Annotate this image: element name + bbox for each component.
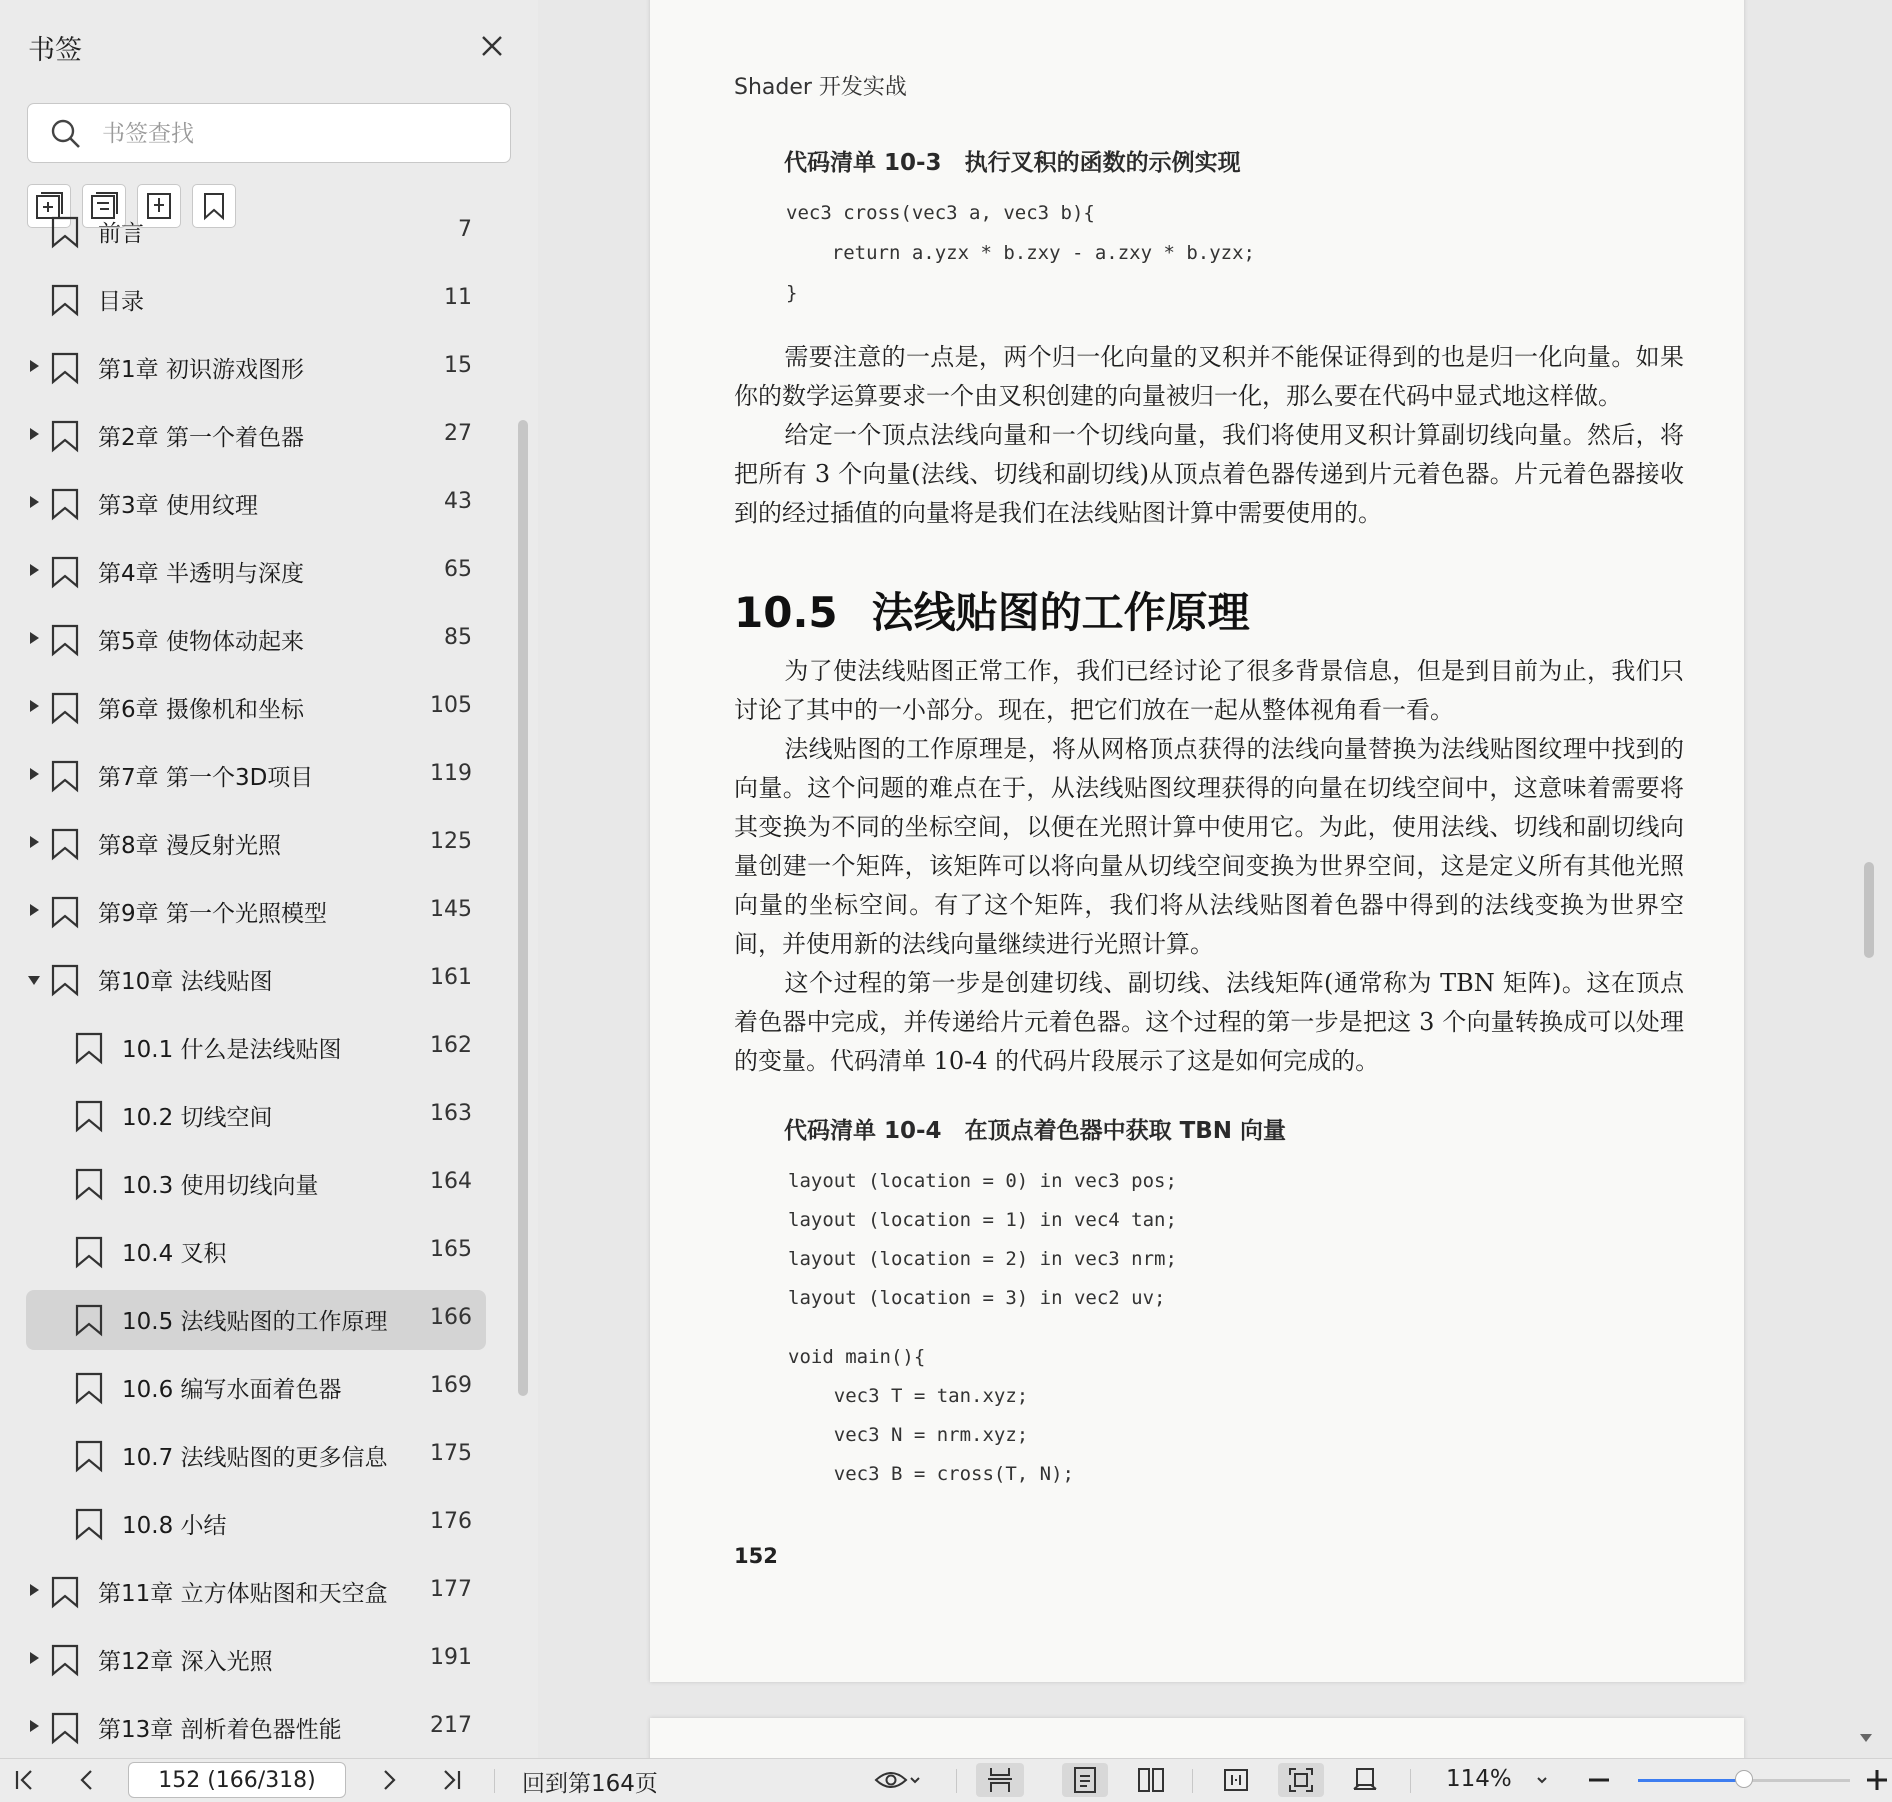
paragraph-text: 为了使法线贴图正常工作，我们已经讨论了很多背景信息，但是到目前为止，我们只讨论了其中的一小部分。现在，把它们放在一起从整体视角看一看。 bbox=[734, 657, 1684, 724]
bookmark-item[interactable] bbox=[26, 338, 486, 398]
bookmark-icon bbox=[74, 1372, 104, 1404]
bookmark-page-number: 119 bbox=[430, 761, 472, 786]
bookmark-page-number: 161 bbox=[430, 965, 472, 990]
chevron-right-icon bbox=[378, 1768, 400, 1792]
zoom-out-button[interactable] bbox=[1584, 1763, 1614, 1797]
expand-arrow-icon[interactable] bbox=[30, 768, 39, 780]
bookmark-icon bbox=[50, 1644, 80, 1676]
bookmark-item[interactable] bbox=[26, 474, 486, 534]
view-mode-dropdown[interactable] bbox=[866, 1763, 930, 1797]
previous-page-button[interactable] bbox=[72, 1763, 102, 1797]
separator bbox=[494, 1769, 495, 1793]
document-viewer bbox=[538, 0, 1892, 1758]
fit-page-button[interactable] bbox=[1278, 1763, 1324, 1797]
close-icon[interactable] bbox=[476, 30, 508, 62]
actual-size-icon bbox=[1351, 1766, 1379, 1794]
bookmark-page-number: 166 bbox=[430, 1305, 472, 1330]
bookmark-page-number: 65 bbox=[444, 557, 472, 582]
page-number-input[interactable] bbox=[128, 1762, 346, 1798]
expand-arrow-icon[interactable] bbox=[30, 564, 39, 576]
single-page-icon bbox=[1072, 1766, 1098, 1794]
fit-width-button[interactable] bbox=[1214, 1763, 1258, 1797]
bookmark-icon bbox=[50, 420, 80, 452]
bookmark-page-number: 27 bbox=[444, 421, 472, 446]
bookmark-item[interactable] bbox=[26, 1018, 486, 1078]
continuous-scroll-icon bbox=[986, 1766, 1014, 1794]
bookmark-label: 第1章 初识游戏图形 bbox=[98, 357, 304, 383]
bookmark-icon bbox=[50, 556, 80, 588]
bookmark-page-number: 164 bbox=[430, 1169, 472, 1194]
expand-arrow-icon[interactable] bbox=[30, 428, 39, 440]
chevron-down-icon bbox=[1535, 1773, 1549, 1787]
bookmark-item[interactable] bbox=[26, 1630, 486, 1690]
bookmark-label: 第7章 第一个3D项目 bbox=[98, 765, 314, 791]
bookmark-page-number: 43 bbox=[444, 489, 472, 514]
bookmark-label: 10.1 什么是法线贴图 bbox=[122, 1037, 342, 1063]
bookmark-page-number: 15 bbox=[444, 353, 472, 378]
bookmark-page-number: 162 bbox=[430, 1033, 472, 1058]
bookmark-item[interactable] bbox=[26, 1494, 486, 1554]
listing-title: 代码清单 10-4 在顶点着色器中获取 TBN 向量 bbox=[784, 1118, 1287, 1144]
expand-arrow-icon[interactable] bbox=[30, 360, 39, 372]
paragraph-text: 这个过程的第一步是创建切线、副切线、法线矩阵(通常称为 TBN 矩阵)。这在顶点着色器中完成，并传递给片元着色器。这个过程的第一步是把这 3 个向量转换成可以处理的变量。代码清单 10-4 的代码片段展示了这是如何完成的。 bbox=[734, 969, 1684, 1075]
bookmark-item[interactable] bbox=[26, 1154, 486, 1214]
bookmark-label: 第8章 漫反射光照 bbox=[98, 833, 281, 859]
last-page-icon bbox=[440, 1768, 462, 1792]
section-number: 10.5 bbox=[734, 588, 838, 637]
paragraph bbox=[734, 730, 1684, 964]
bookmark-page-number: 163 bbox=[430, 1101, 472, 1126]
page-number: 152 bbox=[734, 1544, 778, 1568]
code-line: vec3 B = cross(T, N); bbox=[788, 1463, 1074, 1485]
actual-size-button[interactable] bbox=[1342, 1763, 1388, 1797]
expand-arrow-icon[interactable] bbox=[30, 1720, 39, 1732]
bookmark-item[interactable] bbox=[26, 1222, 486, 1282]
bookmark-icon bbox=[74, 1508, 104, 1540]
bookmark-page-number: 145 bbox=[430, 897, 472, 922]
bookmark-icon bbox=[50, 216, 80, 248]
paragraph bbox=[734, 338, 1684, 416]
bookmark-item[interactable] bbox=[26, 746, 486, 806]
pdf-page bbox=[650, 0, 1744, 1682]
bookmark-item[interactable] bbox=[26, 1426, 486, 1486]
scroll-down-arrow-icon[interactable] bbox=[1860, 1734, 1872, 1742]
code-line: vec3 T = tan.xyz; bbox=[788, 1385, 1029, 1407]
paragraph-text: 给定一个顶点法线向量和一个切线向量，我们将使用叉积计算副切线向量。然后，将把所有 3 个向量(法线、切线和副切线)从顶点着色器传递到片元着色器。片元着色器接收到的经过插值的向量将是我们在法线贴图计算中需要使用的。 bbox=[734, 421, 1684, 527]
separator bbox=[1410, 1769, 1411, 1793]
fit-page-icon bbox=[1287, 1766, 1315, 1794]
bookmark-item[interactable] bbox=[26, 882, 486, 942]
continuous-scroll-button[interactable] bbox=[976, 1763, 1024, 1797]
bookmark-item[interactable] bbox=[26, 542, 486, 602]
bookmark-icon bbox=[50, 760, 80, 792]
bookmark-item[interactable] bbox=[26, 202, 486, 262]
expand-arrow-icon[interactable] bbox=[30, 904, 39, 916]
bookmark-label: 10.2 切线空间 bbox=[122, 1105, 273, 1131]
bookmark-icon bbox=[50, 488, 80, 520]
paragraph bbox=[734, 652, 1684, 730]
bookmark-label: 第2章 第一个着色器 bbox=[98, 425, 304, 451]
fit-width-icon bbox=[1222, 1766, 1250, 1794]
bookmark-label: 前言 bbox=[98, 221, 144, 247]
sidebar-scrollbar[interactable] bbox=[518, 420, 528, 1396]
bookmark-page-number: 175 bbox=[430, 1441, 472, 1466]
bookmark-item[interactable] bbox=[26, 1086, 486, 1146]
bookmark-search-input[interactable] bbox=[100, 112, 494, 156]
bookmark-icon bbox=[50, 1576, 80, 1608]
code-line: layout (location = 1) in vec4 tan; bbox=[788, 1209, 1177, 1231]
bookmarks-panel bbox=[0, 0, 538, 1758]
bookmark-label: 第5章 使物体动起来 bbox=[98, 629, 304, 655]
zoom-in-button[interactable] bbox=[1864, 1763, 1890, 1797]
next-page-button[interactable] bbox=[374, 1763, 404, 1797]
bookmark-page-number: 7 bbox=[458, 217, 472, 242]
first-page-button[interactable] bbox=[10, 1763, 40, 1797]
expand-arrow-icon[interactable] bbox=[30, 632, 39, 644]
bookmark-label: 第9章 第一个光照模型 bbox=[98, 901, 327, 927]
bookmark-icon bbox=[74, 1440, 104, 1472]
bookmark-tree bbox=[0, 217, 538, 1748]
code-line: return a.yzx * b.zxy - a.zxy * b.yzx; bbox=[786, 242, 1255, 264]
paragraph bbox=[734, 964, 1684, 1081]
code-line: vec3 N = nrm.xyz; bbox=[788, 1424, 1029, 1446]
bookmark-page-number: 85 bbox=[444, 625, 472, 650]
chevron-down-icon bbox=[908, 1773, 922, 1787]
bookmark-page-number: 177 bbox=[430, 1577, 472, 1602]
code-line: layout (location = 2) in vec3 nrm; bbox=[788, 1248, 1177, 1270]
collapse-arrow-icon[interactable] bbox=[28, 976, 40, 985]
bookmark-label: 第6章 摄像机和坐标 bbox=[98, 697, 304, 723]
section-heading bbox=[734, 580, 1250, 640]
bookmark-icon bbox=[50, 624, 80, 656]
code-line: vec3 cross(vec3 a, vec3 b){ bbox=[786, 202, 1095, 224]
paragraph-text: 法线贴图的工作原理是，将从网格顶点获得的法线向量替换为法线贴图纹理中找到的向量。这个问题的难点在于，从法线贴图纹理获得的向量在切线空间中，这意味着需要将其变换为不同的坐标空间，以便在光照计算中使用它。为此，使用法线、切线和副切线向量创建一个矩阵，该矩阵可以将向量从切线空间变换为世界空间，这是定义所有其他光照向量的坐标空间。有了这个矩阵，我们将从法线贴图着色器中得到的法线变换为世界空间，并使用新的法线向量继续进行光照计算。 bbox=[734, 735, 1684, 958]
bookmark-item[interactable] bbox=[26, 814, 486, 874]
running-header: Shader 开发实战 bbox=[734, 75, 907, 100]
code-line: layout (location = 0) in vec3 pos; bbox=[788, 1170, 1177, 1192]
separator bbox=[956, 1769, 957, 1793]
bookmark-item[interactable] bbox=[26, 1358, 486, 1418]
bookmark-icon bbox=[74, 1100, 104, 1132]
minus-icon bbox=[1587, 1768, 1611, 1792]
expand-arrow-icon[interactable] bbox=[30, 836, 39, 848]
zoom-dropdown-button[interactable] bbox=[1530, 1763, 1554, 1797]
bottom-toolbar bbox=[0, 1758, 1892, 1802]
bookmark-item[interactable] bbox=[26, 406, 486, 466]
document-scrollbar[interactable] bbox=[1864, 862, 1874, 958]
paragraph-text: 需要注意的一点是，两个归一化向量的叉积并不能保证得到的也是归一化向量。如果你的数学运算要求一个由叉积创建的向量被归一化，那么要在代码中显式地这样做。 bbox=[734, 343, 1684, 410]
bookmark-label: 第3章 使用纹理 bbox=[98, 493, 258, 519]
bookmark-page-number: 105 bbox=[430, 693, 472, 718]
bookmark-icon bbox=[50, 352, 80, 384]
bookmark-page-number: 169 bbox=[430, 1373, 472, 1398]
bookmark-page-number: 165 bbox=[430, 1237, 472, 1262]
go-back-link[interactable]: 回到第164页 bbox=[522, 1771, 658, 1797]
paragraph bbox=[734, 416, 1684, 533]
bookmark-label: 10.7 法线贴图的更多信息 bbox=[122, 1445, 388, 1471]
code-line: layout (location = 3) in vec2 uv; bbox=[788, 1287, 1166, 1309]
bookmark-page-number: 125 bbox=[430, 829, 472, 854]
bookmark-label: 第4章 半透明与深度 bbox=[98, 561, 304, 587]
separator bbox=[1192, 1769, 1193, 1793]
listing-title: 代码清单 10-3 执行叉积的函数的示例实现 bbox=[784, 150, 1241, 176]
bookmark-item[interactable] bbox=[26, 678, 486, 738]
bookmark-icon bbox=[50, 828, 80, 860]
first-page-icon bbox=[14, 1768, 36, 1792]
bookmark-page-number: 217 bbox=[430, 1713, 472, 1738]
expand-arrow-icon[interactable] bbox=[30, 700, 39, 712]
bookmark-search-box[interactable] bbox=[27, 103, 511, 163]
code-line: void main(){ bbox=[788, 1346, 926, 1368]
bookmark-label: 第13章 剖析着色器性能 bbox=[98, 1717, 342, 1743]
eye-icon bbox=[874, 1768, 908, 1792]
bookmark-item[interactable] bbox=[26, 1290, 486, 1350]
bookmark-label: 第11章 立方体贴图和天空盒 bbox=[98, 1581, 388, 1607]
bookmark-page-number: 176 bbox=[430, 1509, 472, 1534]
bookmark-icon bbox=[74, 1032, 104, 1064]
bookmark-label: 10.8 小结 bbox=[122, 1513, 227, 1539]
code-line: } bbox=[786, 282, 798, 304]
bookmark-icon bbox=[50, 896, 80, 928]
panel-title: 书签 bbox=[28, 35, 82, 66]
plus-icon bbox=[1865, 1768, 1889, 1792]
bookmark-icon bbox=[74, 1304, 104, 1336]
bookmark-page-number: 11 bbox=[444, 285, 472, 310]
bookmark-icon bbox=[50, 964, 80, 996]
bookmark-icon bbox=[50, 1712, 80, 1744]
bookmark-label: 目录 bbox=[98, 289, 144, 315]
section-title: 法线贴图的工作原理 bbox=[871, 588, 1250, 637]
bookmark-icon bbox=[50, 692, 80, 724]
bookmark-icon bbox=[74, 1236, 104, 1268]
zoom-slider-thumb[interactable] bbox=[1735, 1770, 1753, 1788]
bookmark-item[interactable] bbox=[26, 950, 486, 1010]
bookmark-label: 10.3 使用切线向量 bbox=[122, 1173, 319, 1199]
bookmark-item[interactable] bbox=[26, 610, 486, 670]
bookmark-label: 10.6 编写水面着色器 bbox=[122, 1377, 342, 1403]
expand-arrow-icon[interactable] bbox=[30, 1584, 39, 1596]
zoom-level[interactable]: 114% bbox=[1446, 1766, 1512, 1792]
bookmark-icon bbox=[50, 284, 80, 316]
bookmark-icon bbox=[74, 1168, 104, 1200]
bookmark-page-number: 191 bbox=[430, 1645, 472, 1670]
bookmark-label: 第12章 深入光照 bbox=[98, 1649, 273, 1675]
expand-arrow-icon[interactable] bbox=[30, 496, 39, 508]
two-page-button[interactable] bbox=[1128, 1763, 1174, 1797]
bookmark-label: 10.4 叉积 bbox=[122, 1241, 227, 1267]
zoom-slider-fill bbox=[1638, 1779, 1744, 1782]
last-page-button[interactable] bbox=[436, 1763, 466, 1797]
bookmark-item[interactable] bbox=[26, 270, 486, 330]
bookmark-item[interactable] bbox=[26, 1562, 486, 1622]
search-icon bbox=[50, 118, 82, 150]
bookmark-item[interactable] bbox=[26, 1698, 486, 1758]
two-page-icon bbox=[1137, 1766, 1165, 1794]
bookmark-label: 第10章 法线贴图 bbox=[98, 969, 273, 995]
single-page-button[interactable] bbox=[1062, 1763, 1108, 1797]
chevron-left-icon bbox=[76, 1768, 98, 1792]
expand-arrow-icon[interactable] bbox=[30, 1652, 39, 1664]
bookmark-label: 10.5 法线贴图的工作原理 bbox=[122, 1309, 388, 1335]
